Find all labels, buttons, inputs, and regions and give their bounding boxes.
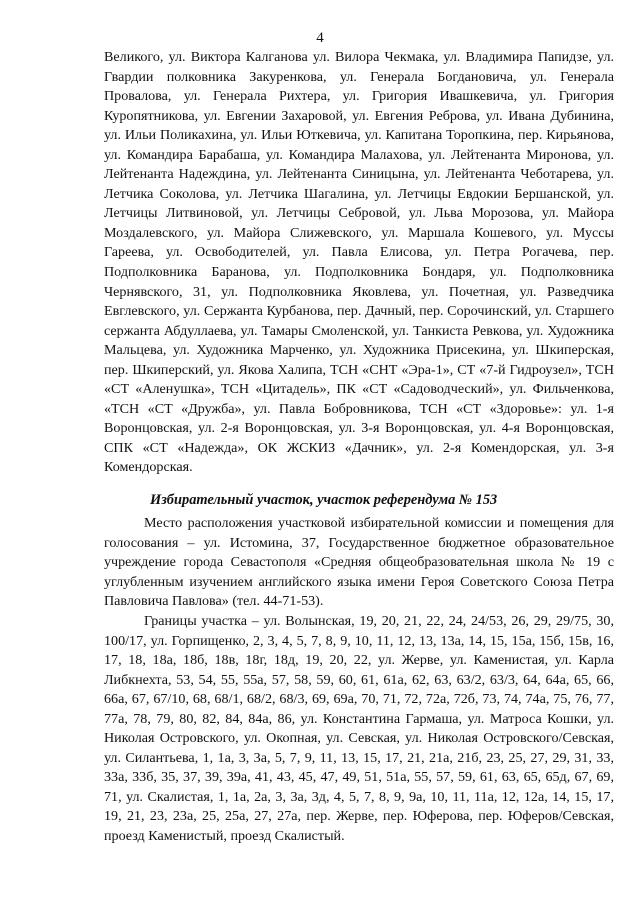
previous-precinct-streets-continuation: Великого, ул. Виктора Калганова ул. Вилора Чекмака, ул. Владимира Папидзе, ул. Гвардии полковника Закуренкова, ул. Генерала Богдановича, ул. Генерала Провалова, ул. Генерала Рихтера, ул. Григория Ивашкевича, ул. Григория Куропятникова, ул. Евгении Захаровой, ул. Евгения Реброва, ул. Ивана Дубинина, ул. Ильи Поликахина, ул. Ильи Юткевича, ул. Капитана Торопкина, пер. Кирьянова, ул. Командира Барабаша, ул. Командира Малахова, ул. Лейтенанта Миронова, ул. Лейтенанта Надеждина, ул. Лейтенанта Синицына, ул. Лейтенанта Чеботарева, ул. Летчика Соколова, ул. Летчика Шагалина, ул. Летчицы Евдокии Бершанской, ул. Летчицы Литвиновой, ул. Летчицы Себровой, ул. Льва Морозова, ул. Майора Моздалевского, ул. Майора Слижевского, ул. Маршала Кошевого, ул. Муссы Гареева, ул. Освободителей, ул. Павла Елисова, ул. Петра Рогачева, пер. Подполковника Баранова, ул. Подполковника Бондаря, ул. Подполковника Чернявского, 31, ул. Подполковника Яковлева, ул. Почетная, ул. Разведчика Евглевского, ул. Сержанта Курбанова, пер. Дачный, пер. Сорочинский, ул. Старшего сержанта Абдуллаева, ул. Тамары Смоленской, ул. Танкиста Ревкова, ул. Художника Мальцева, ул. Художника Марченко, ул. Художника Присекина, ул. Шкиперская, пер. Шкиперский, ул. Якова Халипа, ТСН «СНТ «Эра-1», СТ «7-й Гидроузел», ТСН «СТ «Аленушка», ТСН «Цитадель», ПК «СТ «Садоводческий», ул. Фильченкова, «ТСН «СТ «Дружба», ул. Павла Бобровникова, ТСН «СТ «Здоровье»: ул. 1-я Воронцовская, ул. 2-я Воронцовская, ул. 3-я Воронцовская, ул. 4-я Воронцовская, СПК «СТ «Надежда», ОК ЖСКИЗ «Дачник», ул. 2-я Комендорская, ул. 3-я Комендорская. (104, 49, 614, 476)
page-number: 4 (316, 30, 324, 46)
precinct-boundaries-paragraph: Границы участка – ул. Волынская, 19, 20, 21, 22, 24, 24/53, 26, 29, 29/75, 30, 100/17, ул. Горпищенко, 2, 3, 4, 5, 7, 8, 9, 10, 11, 12, 13, 13а, 14, 15, 15а, 15б, 15в, 16, 17, 18, 18а, 18б, 18в, 18г, 18д, 19, 20, 22, ул. Жерве, ул. Каменистая, ул. Карла Либкнехта, 53, 54, 55, 55а, 57, 58, 59, 60, 61, 61а, 62, 63, 63/2, 63/3, 64, 64а, 65, 66, 66а, 67, 67/10, 68, 68/1, 68/2, 68/3, 69, 69а, 70, 71, 72, 72а, 72б, 73, 74, 74а, 75, 76, 77, 77а, 78, 79, 80, 82, 84, 84а, 86, ул. Константина Гармаша, ул. Матроса Кошки, ул. Николая Островского, ул. Окопная, ул. Севская, ул. Николая Островского/Севская, ул. Силантьева, 1, 1а, 3, 3а, 5, 7, 9, 11, 13, 15, 17, 21, 21а, 21б, 23, 25, 27, 29, 31, 33, 33а, 33б, 35, 37, 39, 39а, 41, 43, 45, 47, 49, 51, 51а, 55, 57, 59, 61, 63, 65, 65д, 67, 69, 71, ул. Скалистая, 1, 1а, 2а, 3, 3а, 3д, 4, 5, 7, 8, 9, 9а, 10, 11, 11а, 12, 12а, 14, 15, 17, 19, 21, 23, 23а, 25, 25а, 27, 27а, пер. Жерве, пер. Юферова, пер. Юферов/Севская, проезд Каменистый, проезд Скалистый. (104, 613, 614, 845)
precinct-heading: Избирательный участок, участок референдума № 153 (150, 492, 498, 508)
commission-location-paragraph: Место расположения участковой избирательной комиссии и помещения для голосования – ул. Истомина, 37, Государственное бюджетное образовательное учреждение города Севастополя «Средняя общеобразовательная школа № 19 с углубленным изучением английского языка имени Героя Советского Союза Петра Павловича Павлова» (тел. 44-71-53). (104, 515, 614, 610)
